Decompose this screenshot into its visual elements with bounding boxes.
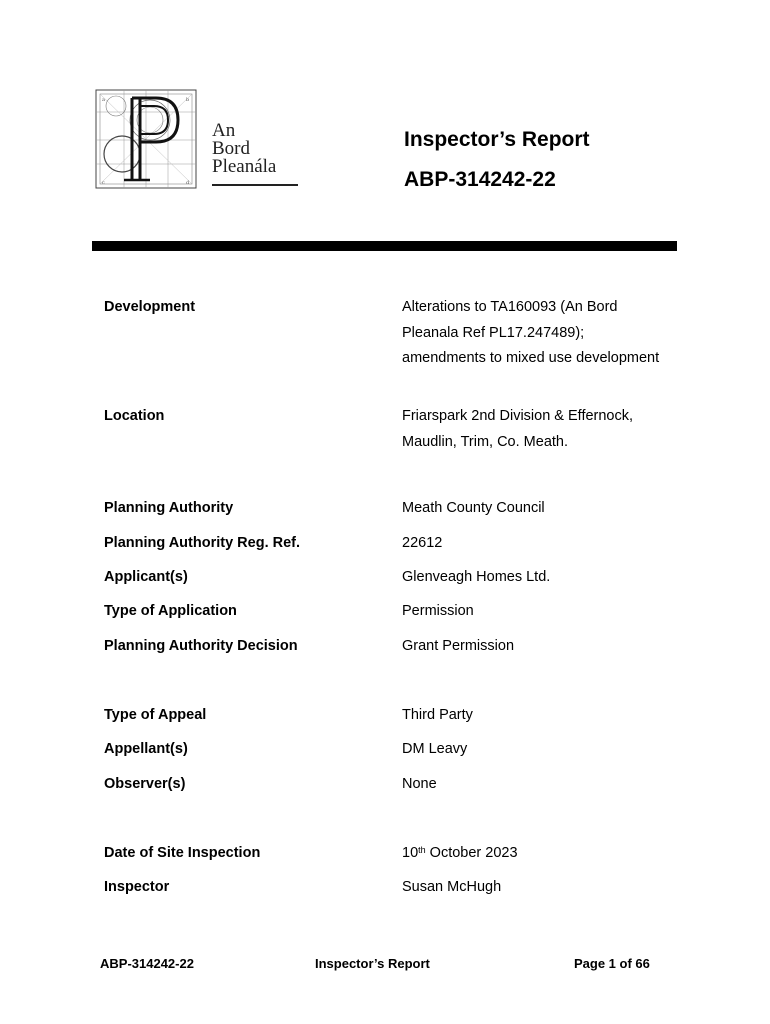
logo-line-3: Pleanála [212, 156, 277, 177]
planning-authority-value: Meath County Council [402, 500, 545, 516]
location-value: Friarspark 2nd Division & Effernock, Maudlin, Trim, Co. Meath. [402, 408, 634, 450]
type-of-application-label: Type of Application [104, 603, 237, 619]
development-value: Alterations to TA160093 (An Bord Pleanala Ref PL17.247489); amendments to mixed use development [402, 299, 660, 366]
development-label: Development [104, 299, 196, 315]
observers-label: Observer(s) [104, 776, 186, 792]
site-inspection-month-year: October 2023 [425, 845, 518, 861]
logo [94, 88, 300, 194]
logo-line-2: Bord [212, 138, 250, 159]
svg-text:b: b [186, 97, 190, 103]
inspector-label: Inspector [104, 879, 170, 895]
site-inspection-day-suffix: th [418, 845, 426, 855]
logo-wordmark [212, 122, 276, 176]
appellants-label: Appellant(s) [104, 741, 188, 757]
inspector-value: Susan McHugh [402, 879, 502, 895]
planning-authority-label: Planning Authority [104, 500, 234, 516]
appellants-value: DM Leavy [402, 741, 468, 757]
svg-text:a: a [102, 97, 105, 103]
footer-reference: ABP-314242-22 [100, 956, 194, 971]
type-of-appeal-value: Third Party [402, 707, 473, 723]
footer-page-number: Page 1 of 66 [574, 956, 650, 971]
site-inspection-value [402, 841, 672, 867]
decision-value: Grant Permission [402, 638, 515, 654]
reg-ref-label: Planning Authority Reg. Ref. [104, 535, 301, 551]
site-inspection-label: Date of Site Inspection [104, 845, 261, 861]
type-of-application-value: Permission [402, 603, 474, 619]
report-title: Inspector’s Report [404, 128, 590, 151]
report-reference: ABP-314242-22 [404, 168, 556, 191]
header-divider [92, 241, 677, 251]
reg-ref-value: 22612 [402, 535, 443, 551]
decision-label: Planning Authority Decision [104, 638, 298, 654]
logo-underline [212, 184, 298, 186]
location-label: Location [104, 408, 165, 424]
svg-text:c: c [102, 180, 105, 186]
logo-line-1: An [212, 120, 236, 141]
site-inspection-day: 10 [402, 845, 419, 861]
applicants-label: Applicant(s) [104, 569, 188, 585]
svg-text:d: d [186, 180, 190, 186]
observers-value: None [402, 776, 437, 792]
applicants-value: Glenveagh Homes Ltd. [402, 569, 551, 585]
an-bord-pleanala-logo-icon [94, 88, 202, 192]
type-of-appeal-label: Type of Appeal [104, 707, 207, 723]
footer-title: Inspector’s Report [315, 956, 430, 971]
